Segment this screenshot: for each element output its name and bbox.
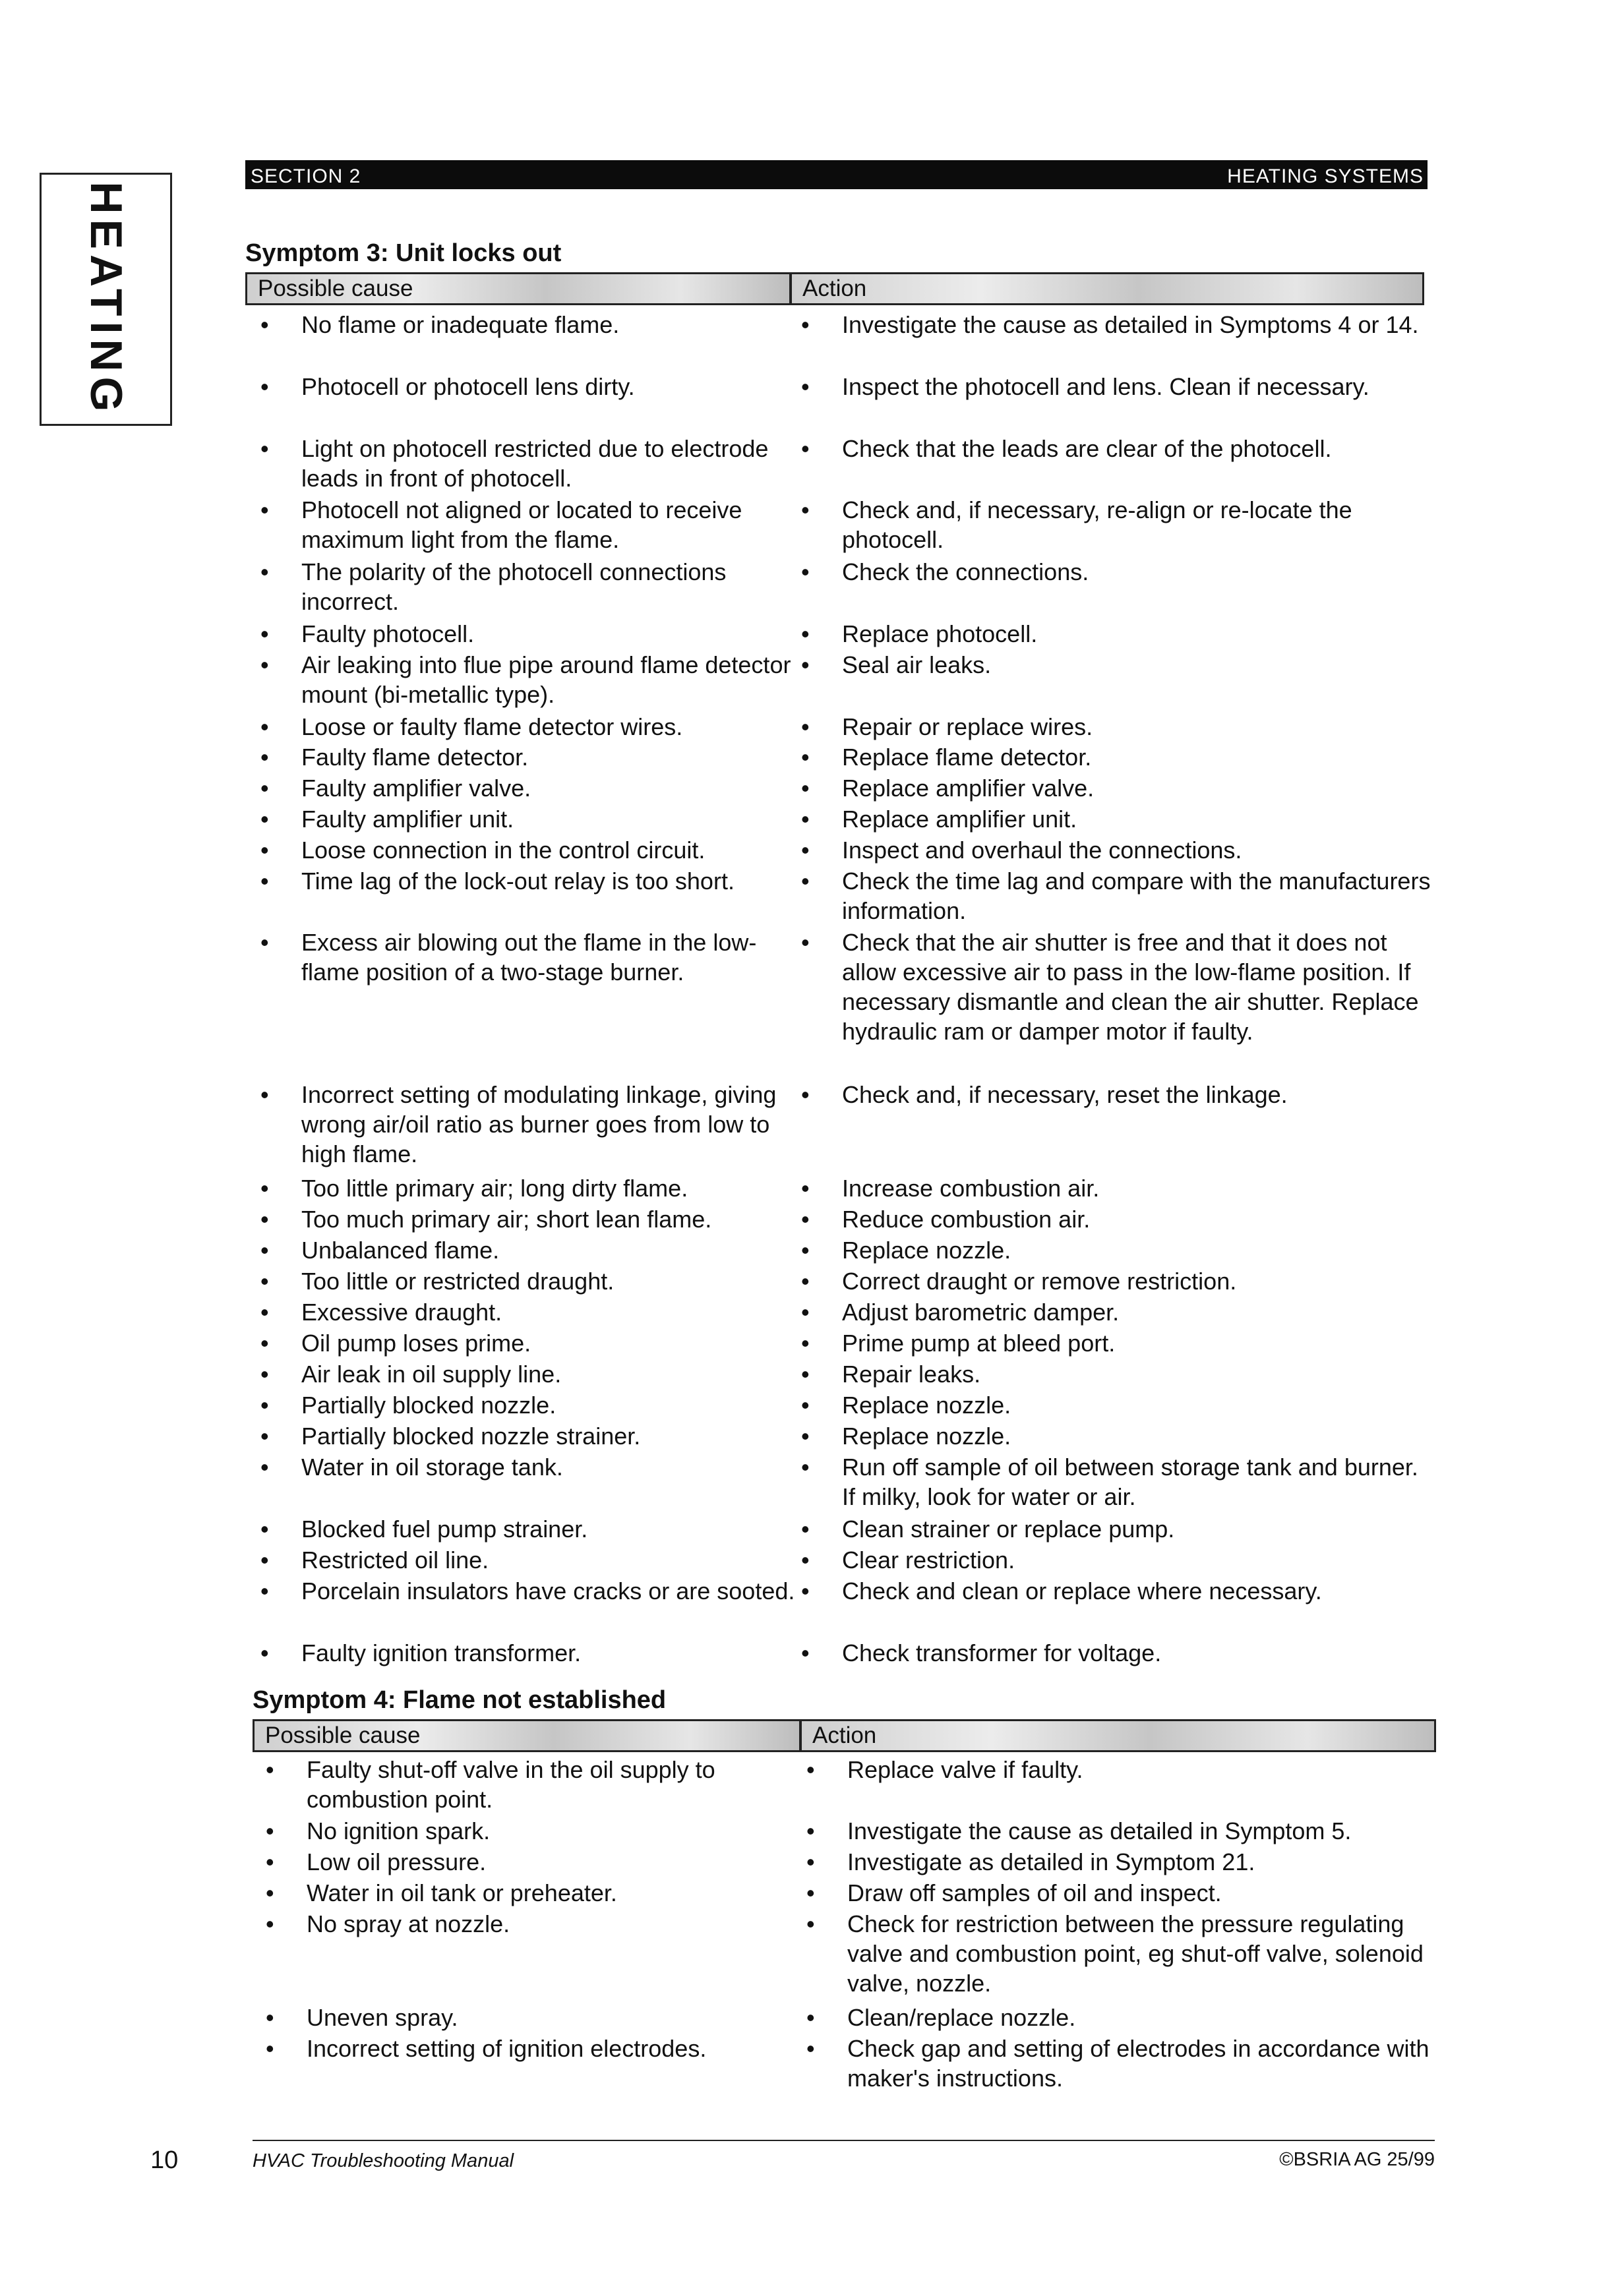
symptom3-action-cell xyxy=(801,1080,1434,1109)
symptom3-action-item: • Inspect the photocell and lens. Clean if necessary. xyxy=(801,372,1434,401)
symptom4-action-cell xyxy=(806,1755,1439,1784)
symptom3-action-item: • Repair or replace wires. xyxy=(801,712,1434,742)
symptom4-action-cell xyxy=(806,2034,1439,2093)
symptom3-cause-cell xyxy=(260,557,801,616)
symptom3-cause-item: • Faulty amplifier valve. xyxy=(260,773,801,803)
symptom3-cause-cell xyxy=(260,1297,801,1327)
symptom3-action-item: • Replace flame detector. xyxy=(801,742,1434,772)
symptom3-action-item: • Check that the air shutter is free and that it does not allow excessive air to pass in the low-flame position. If necessary dismantle and clean the air shutter. Replace hydraulic ram or damper motor if faulty. xyxy=(801,927,1434,1046)
symptom3-cause-item: • Too little primary air; long dirty flame. xyxy=(260,1173,801,1203)
symptom3-cause-cell xyxy=(260,712,801,742)
side-tab xyxy=(40,173,172,426)
page-number: 10 xyxy=(150,2146,179,2174)
symptom3-action-item: • Reduce combustion air. xyxy=(801,1204,1434,1234)
symptom4-action-item: • Check for restriction between the pressure regulating valve and combustion point, eg shut-off valve, solenoid valve, nozzle. xyxy=(806,1909,1439,1998)
manual-title: HVAC Troubleshooting Manual xyxy=(253,2150,514,2171)
symptom3-cause-item: • Too little or restricted draught. xyxy=(260,1266,801,1296)
symptom4-cause-cell xyxy=(266,2034,806,2063)
symptom4-cause-cell xyxy=(266,2003,806,2032)
side-tab-label: HEATING xyxy=(80,181,131,417)
symptom4-cause-cell xyxy=(266,1847,806,1877)
symptom3-cause-item: • Loose connection in the control circuit. xyxy=(260,835,801,865)
symptom3-action-cell xyxy=(801,1235,1434,1265)
symptom3-cause-item: • Incorrect setting of modulating linkage, giving wrong air/oil ratio as burner goes from low to high flame. xyxy=(260,1080,801,1169)
symptom3-cause-item: • Faulty ignition transformer. xyxy=(260,1638,801,1668)
symptom4-action-item: • Investigate as detailed in Symptom 21. xyxy=(806,1847,1439,1877)
symptom3-action-item: • Check and, if necessary, re-align or re-locate the photocell. xyxy=(801,495,1434,554)
symptom3-cause-cell xyxy=(260,434,801,493)
symptom4-cause-item: • Water in oil tank or preheater. xyxy=(266,1878,806,1908)
symptom3-action-cell xyxy=(801,742,1434,772)
symptom3-action-cell xyxy=(801,1173,1434,1203)
symptom3-cause-item: • Too much primary air; short lean flame. xyxy=(260,1204,801,1234)
symptom3-action-item: • Repair leaks. xyxy=(801,1359,1434,1389)
symptom4-cause-cell xyxy=(266,1816,806,1846)
symptom3-action-item: • Clear restriction. xyxy=(801,1545,1434,1575)
symptom3-cause-cell xyxy=(260,1390,801,1420)
symptom4-action-cell xyxy=(806,1909,1439,1998)
symptom-3-action-header: Action xyxy=(790,272,1424,305)
symptom-3-title: Symptom 3: Unit locks out xyxy=(245,239,562,267)
symptom3-cause-cell xyxy=(260,650,801,709)
symptom3-cause-cell xyxy=(260,1545,801,1575)
symptom3-cause-cell xyxy=(260,1266,801,1296)
symptom3-cause-item: • No flame or inadequate flame. xyxy=(260,310,801,339)
symptom3-action-cell xyxy=(801,804,1434,834)
symptom3-cause-item: • Water in oil storage tank. xyxy=(260,1452,801,1482)
symptom3-cause-item: • Excessive draught. xyxy=(260,1297,801,1327)
symptom3-action-item: • Adjust barometric damper. xyxy=(801,1297,1434,1327)
symptom3-action-item: • Prime pump at bleed port. xyxy=(801,1328,1434,1358)
symptom3-cause-item: • Air leaking into flue pipe around flame detector mount (bi-metallic type). xyxy=(260,650,801,709)
symptom-4-title: Symptom 4: Flame not established xyxy=(253,1686,667,1714)
copyright: ©BSRIA AG 25/99 xyxy=(1279,2149,1435,2170)
symptom3-action-cell xyxy=(801,1421,1434,1451)
symptom-3-cause-header: Possible cause xyxy=(245,272,791,305)
symptom3-cause-item: • The polarity of the photocell connections incorrect. xyxy=(260,557,801,616)
symptom3-cause-item: • Porcelain insulators have cracks or are sooted. xyxy=(260,1576,801,1606)
symptom3-action-item: • Check transformer for voltage. xyxy=(801,1638,1434,1668)
symptom4-action-cell xyxy=(806,1878,1439,1908)
symptom3-cause-item: • Air leak in oil supply line. xyxy=(260,1359,801,1389)
symptom4-action-cell xyxy=(806,1847,1439,1877)
symptom3-action-item: • Check that the leads are clear of the photocell. xyxy=(801,434,1434,463)
symptom3-action-cell xyxy=(801,310,1434,339)
symptom4-action-item: • Clean/replace nozzle. xyxy=(806,2003,1439,2032)
symptom3-action-item: • Run off sample of oil between storage tank and burner. If milky, look for water or air. xyxy=(801,1452,1434,1512)
symptom3-cause-cell xyxy=(260,1328,801,1358)
symptom3-action-item: • Replace nozzle. xyxy=(801,1235,1434,1265)
symptom4-cause-item: • Low oil pressure. xyxy=(266,1847,806,1877)
symptom3-cause-item: • Photocell not aligned or located to receive maximum light from the flame. xyxy=(260,495,801,554)
symptom3-action-cell xyxy=(801,557,1434,587)
symptom-4-action-header: Action xyxy=(800,1719,1436,1752)
symptom4-cause-cell xyxy=(266,1878,806,1908)
symptom3-cause-item: • Time lag of the lock-out relay is too short. xyxy=(260,866,801,896)
symptom3-cause-cell xyxy=(260,1576,801,1606)
symptom3-action-cell xyxy=(801,1514,1434,1544)
symptom3-action-item: • Check the connections. xyxy=(801,557,1434,587)
symptom3-action-cell xyxy=(801,650,1434,680)
symptom3-cause-cell xyxy=(260,619,801,649)
symptom3-cause-item: • Partially blocked nozzle strainer. xyxy=(260,1421,801,1451)
symptom3-cause-cell xyxy=(260,1359,801,1389)
symptom3-action-cell xyxy=(801,1297,1434,1327)
symptom3-cause-item: • Blocked fuel pump strainer. xyxy=(260,1514,801,1544)
symptom4-action-cell xyxy=(806,1816,1439,1846)
symptom3-cause-cell xyxy=(260,927,801,987)
symptom3-action-cell xyxy=(801,619,1434,649)
symptom3-action-cell xyxy=(801,773,1434,803)
symptom3-cause-item: • Faulty flame detector. xyxy=(260,742,801,772)
symptom3-action-cell xyxy=(801,1390,1434,1420)
symptom4-cause-item: • No ignition spark. xyxy=(266,1816,806,1846)
symptom3-cause-item: • Light on photocell restricted due to electrode leads in front of photocell. xyxy=(260,434,801,493)
symptom3-action-cell xyxy=(801,1204,1434,1234)
symptom3-action-cell xyxy=(801,927,1434,1046)
symptom3-cause-cell xyxy=(260,372,801,401)
section-header-bar xyxy=(245,160,1428,189)
symptom3-action-cell xyxy=(801,1359,1434,1389)
symptom3-cause-cell xyxy=(260,804,801,834)
symptom3-action-cell xyxy=(801,1576,1434,1606)
symptom3-action-cell xyxy=(801,495,1434,554)
symptom4-cause-cell xyxy=(266,1755,806,1814)
symptom4-cause-item: • Incorrect setting of ignition electrodes. xyxy=(266,2034,806,2063)
symptom3-cause-cell xyxy=(260,310,801,339)
symptom3-action-cell xyxy=(801,1545,1434,1575)
symptom3-action-cell xyxy=(801,434,1434,463)
symptom3-action-item: • Replace amplifier unit. xyxy=(801,804,1434,834)
symptom3-cause-item: • Unbalanced flame. xyxy=(260,1235,801,1265)
symptom3-action-item: • Replace amplifier valve. xyxy=(801,773,1434,803)
symptom3-action-item: • Check and, if necessary, reset the linkage. xyxy=(801,1080,1434,1109)
symptom4-cause-item: • Faulty shut-off valve in the oil supply to combustion point. xyxy=(266,1755,806,1814)
symptom3-cause-cell xyxy=(260,495,801,554)
symptom4-action-cell xyxy=(806,2003,1439,2032)
symptom4-action-item: • Investigate the cause as detailed in Symptom 5. xyxy=(806,1816,1439,1846)
symptom3-action-item: • Check and clean or replace where necessary. xyxy=(801,1576,1434,1606)
symptom3-cause-cell xyxy=(260,1173,801,1203)
symptom3-cause-item: • Photocell or photocell lens dirty. xyxy=(260,372,801,401)
symptom3-action-cell xyxy=(801,1452,1434,1512)
symptom3-cause-cell xyxy=(260,1452,801,1482)
symptom3-action-cell xyxy=(801,1638,1434,1668)
symptom4-action-item: • Replace valve if faulty. xyxy=(806,1755,1439,1784)
symptom3-cause-item: • Faulty amplifier unit. xyxy=(260,804,801,834)
symptom3-action-cell xyxy=(801,372,1434,401)
symptom3-action-cell xyxy=(801,1328,1434,1358)
symptom3-action-cell xyxy=(801,712,1434,742)
symptom3-action-item: • Clean strainer or replace pump. xyxy=(801,1514,1434,1544)
symptom3-cause-item: • Restricted oil line. xyxy=(260,1545,801,1575)
symptom4-action-item: • Check gap and setting of electrodes in accordance with maker's instructions. xyxy=(806,2034,1439,2093)
symptom3-action-item: • Increase combustion air. xyxy=(801,1173,1434,1203)
symptom3-action-item: • Correct draught or remove restriction. xyxy=(801,1266,1434,1296)
chapter-label: HEATING SYSTEMS xyxy=(1227,165,1424,187)
symptom3-cause-cell xyxy=(260,866,801,896)
symptom3-cause-cell xyxy=(260,1235,801,1265)
footer-rule xyxy=(253,2140,1435,2141)
symptom3-cause-cell xyxy=(260,1080,801,1169)
symptom3-cause-cell xyxy=(260,1421,801,1451)
symptom3-action-item: • Inspect and overhaul the connections. xyxy=(801,835,1434,865)
symptom3-cause-cell xyxy=(260,773,801,803)
symptom4-cause-item: • No spray at nozzle. xyxy=(266,1909,806,1939)
symptom3-action-item: • Check the time lag and compare with the manufacturers information. xyxy=(801,866,1434,926)
symptom3-action-cell xyxy=(801,1266,1434,1296)
symptom3-action-item: • Replace nozzle. xyxy=(801,1390,1434,1420)
symptom3-cause-cell xyxy=(260,1204,801,1234)
symptom4-cause-cell xyxy=(266,1909,806,1939)
symptom3-action-item: • Replace photocell. xyxy=(801,619,1434,649)
symptom3-cause-item: • Faulty photocell. xyxy=(260,619,801,649)
symptom3-cause-cell xyxy=(260,1638,801,1668)
symptom3-action-cell xyxy=(801,835,1434,865)
symptom3-cause-item: • Partially blocked nozzle. xyxy=(260,1390,801,1420)
symptom-4-cause-header: Possible cause xyxy=(253,1719,801,1752)
symptom3-action-item: • Investigate the cause as detailed in Symptoms 4 or 14. xyxy=(801,310,1434,339)
symptom4-action-item: • Draw off samples of oil and inspect. xyxy=(806,1878,1439,1908)
symptom3-cause-cell xyxy=(260,1514,801,1544)
symptom3-action-item: • Replace nozzle. xyxy=(801,1421,1434,1451)
symptom4-cause-item: • Uneven spray. xyxy=(266,2003,806,2032)
symptom3-cause-cell xyxy=(260,742,801,772)
symptom3-action-cell xyxy=(801,866,1434,926)
symptom3-cause-item: • Excess air blowing out the flame in the low-flame position of a two-stage burner. xyxy=(260,927,801,987)
symptom3-cause-cell xyxy=(260,835,801,865)
section-label: SECTION 2 xyxy=(251,165,361,187)
symptom3-action-item: • Seal air leaks. xyxy=(801,650,1434,680)
symptom3-cause-item: • Loose or faulty flame detector wires. xyxy=(260,712,801,742)
symptom3-cause-item: • Oil pump loses prime. xyxy=(260,1328,801,1358)
